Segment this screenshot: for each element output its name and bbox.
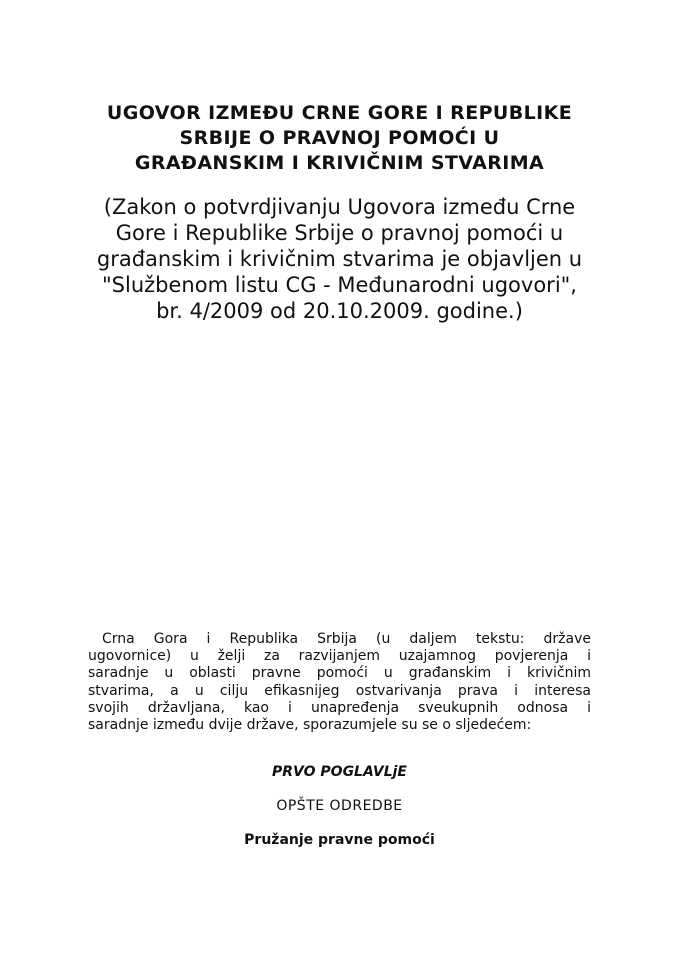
paragraph-line: stvarima, a u cilju efikasnijeg ostvarivanja prava i interesa: [88, 682, 591, 699]
subtitle-line: Gore i Republike Srbije o pravnoj pomoći u: [115, 221, 564, 245]
subtitle-line: br. 4/2009 od 20.10.2009. godine.): [156, 299, 523, 323]
chapter-heading: PRVO POGLAVLjE: [272, 764, 407, 780]
article-heading: Pružanje pravne pomoći: [244, 832, 435, 848]
paragraph-line: saradnje između dvije države, sporazumjele su se o sljedećem:: [88, 717, 532, 734]
title-line: SRBIJE O PRAVNOJ POMOĆI U: [179, 127, 500, 149]
publication-note: [0, 194, 679, 324]
preamble-paragraph: [88, 631, 591, 734]
paragraph-line: Crna Gora i Republika Srbija (u daljem tekstu: države: [102, 631, 591, 647]
paragraph-line: saradnje u oblasti pravne pomoći u građanskim i krivičnim: [88, 665, 591, 682]
section-heading: OPŠTE ODREDBE: [276, 798, 403, 814]
document-title: [0, 101, 679, 176]
title-line: UGOVOR IZMEĐU CRNE GORE I REPUBLIKE: [106, 102, 573, 124]
subtitle-line: "Službenom listu CG - Međunarodni ugovori",: [102, 273, 577, 297]
subtitle-line: građanskim i krivičnim stvarima je objavljen u: [96, 247, 583, 271]
paragraph-line: svojih državljana, kao i unapređenja sveukupnih odnosa i: [88, 699, 591, 716]
title-line: GRAĐANSKIM I KRIVIČNIM STVARIMA: [134, 152, 545, 174]
paragraph-line: ugovornice) u želji za razvijanjem uzajamnog povjerenja i: [88, 648, 591, 665]
subtitle-line: (Zakon o potvrdjivanju Ugovora između Crne: [103, 195, 576, 219]
